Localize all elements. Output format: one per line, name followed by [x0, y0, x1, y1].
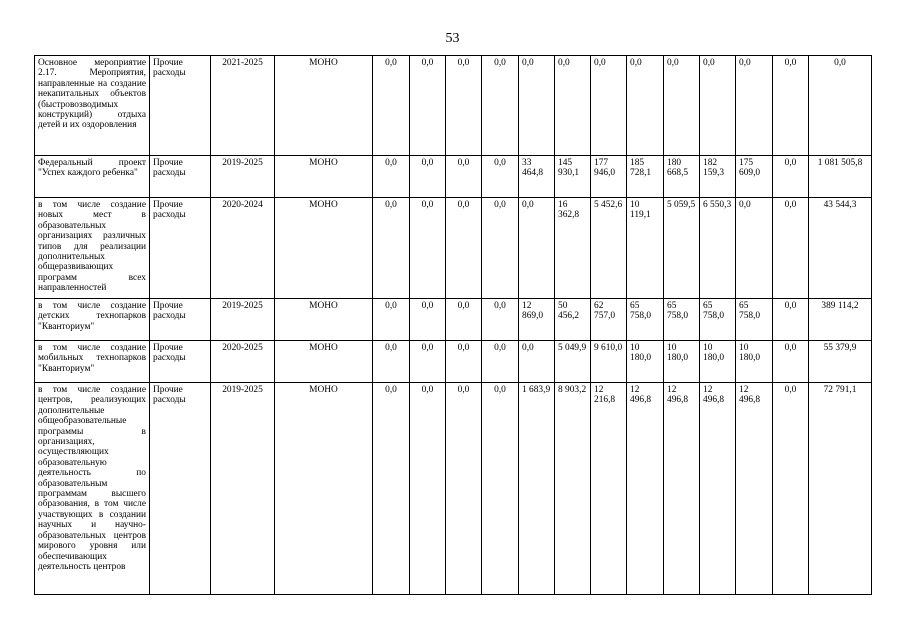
- year-2025-cell: 0,0: [736, 198, 773, 299]
- expense-type-cell: Прочие расходы: [150, 299, 211, 341]
- executor-cell: МОНО: [275, 156, 373, 198]
- value-cell: 0,0: [482, 56, 519, 156]
- year-2019-cell: 0,0: [519, 198, 555, 299]
- value-cell: 0,0: [482, 341, 519, 383]
- year-2021-cell: 5 452,6: [591, 198, 627, 299]
- value-cell: 0,0: [773, 156, 809, 198]
- period-cell: 2019-2025: [211, 156, 275, 198]
- description-cell: Федеральный проект "Успех каждого ребенка": [35, 156, 150, 198]
- table-row: [35, 299, 872, 341]
- expense-type-cell: Прочие расходы: [150, 56, 211, 156]
- year-2021-cell: 12 216,8: [591, 383, 627, 595]
- expense-type-cell: Прочие расходы: [150, 156, 211, 198]
- expense-type-cell: Прочие расходы: [150, 198, 211, 299]
- year-2023-cell: 0,0: [664, 56, 700, 156]
- value-cell: 0,0: [410, 156, 446, 198]
- executor-cell: МОНО: [275, 383, 373, 595]
- year-2021-cell: 9 610,0: [591, 341, 627, 383]
- year-2025-cell: 65 758,0: [736, 299, 773, 341]
- value-cell: 0,0: [373, 56, 410, 156]
- value-cell: 0,0: [410, 299, 446, 341]
- budget-table: [34, 55, 872, 595]
- year-2022-cell: 12 496,8: [627, 383, 664, 595]
- year-2022-cell: 0,0: [627, 56, 664, 156]
- year-2024-cell: 182 159,3: [700, 156, 736, 198]
- executor-cell: МОНО: [275, 56, 373, 156]
- executor-cell: МОНО: [275, 198, 373, 299]
- year-2019-cell: 0,0: [519, 341, 555, 383]
- value-cell: 0,0: [373, 383, 410, 595]
- total-cell: 389 114,2: [809, 299, 872, 341]
- total-cell: 43 544,3: [809, 198, 872, 299]
- executor-cell: МОНО: [275, 341, 373, 383]
- year-2025-cell: 0,0: [736, 56, 773, 156]
- expense-type-cell: Прочие расходы: [150, 341, 211, 383]
- total-cell: 55 379,9: [809, 341, 872, 383]
- year-2024-cell: 65 758,0: [700, 299, 736, 341]
- value-cell: 0,0: [773, 341, 809, 383]
- year-2023-cell: 180 668,5: [664, 156, 700, 198]
- description-cell: Основное мероприятие 2.17. Мероприятия, направленные на создание некапитальных объектов (быстровозводимых конструкций) отдыха детей и их оздоровления: [35, 56, 150, 156]
- description-cell: в том числе создание центров, реализующих дополнительные общеобразовательные программы в организациях, осуществляющих образовательную деятельность по образовательным программам высшего образования, в том числе участвующих в создании научных и научно-образовательных центров мирового уровня или обеспечивающих деятельность центров: [35, 383, 150, 595]
- value-cell: 0,0: [773, 56, 809, 156]
- year-2019-cell: 0,0: [519, 56, 555, 156]
- value-cell: 0,0: [773, 198, 809, 299]
- year-2022-cell: 10 180,0: [627, 341, 664, 383]
- period-cell: 2020-2025: [211, 341, 275, 383]
- year-2024-cell: 0,0: [700, 56, 736, 156]
- value-cell: 0,0: [446, 198, 482, 299]
- value-cell: 0,0: [410, 56, 446, 156]
- year-2023-cell: 65 758,0: [664, 299, 700, 341]
- year-2025-cell: 10 180,0: [736, 341, 773, 383]
- year-2025-cell: 12 496,8: [736, 383, 773, 595]
- table-row: [35, 383, 872, 595]
- value-cell: 0,0: [446, 156, 482, 198]
- year-2020-cell: 5 049,9: [555, 341, 591, 383]
- year-2020-cell: 8 903,2: [555, 383, 591, 595]
- description-cell: в том числе создание мобильных технопарков "Кванториум": [35, 341, 150, 383]
- page-number: 53: [445, 31, 460, 46]
- executor-cell: МОНО: [275, 299, 373, 341]
- value-cell: 0,0: [410, 383, 446, 595]
- total-cell: 72 791,1: [809, 383, 872, 595]
- value-cell: 0,0: [446, 299, 482, 341]
- year-2024-cell: 6 550,3: [700, 198, 736, 299]
- table-row: [35, 156, 872, 198]
- year-2023-cell: 12 496,8: [664, 383, 700, 595]
- year-2023-cell: 5 059,5: [664, 198, 700, 299]
- description-cell: в том числе создание новых мест в образовательных организациях различных типов для реализации дополнительных общеразвивающих программ всех направленностей: [35, 198, 150, 299]
- year-2024-cell: 12 496,8: [700, 383, 736, 595]
- period-cell: 2019-2025: [211, 299, 275, 341]
- year-2020-cell: 50 456,2: [555, 299, 591, 341]
- expense-type-cell: Прочие расходы: [150, 383, 211, 595]
- value-cell: 0,0: [446, 383, 482, 595]
- value-cell: 0,0: [373, 341, 410, 383]
- table-row: [35, 198, 872, 299]
- year-2020-cell: 0,0: [555, 56, 591, 156]
- value-cell: 0,0: [410, 198, 446, 299]
- year-2021-cell: 62 757,0: [591, 299, 627, 341]
- year-2022-cell: 10 119,1: [627, 198, 664, 299]
- year-2021-cell: 0,0: [591, 56, 627, 156]
- value-cell: 0,0: [373, 156, 410, 198]
- value-cell: 0,0: [410, 341, 446, 383]
- year-2019-cell: 1 683,9: [519, 383, 555, 595]
- value-cell: 0,0: [773, 383, 809, 595]
- value-cell: 0,0: [482, 383, 519, 595]
- year-2020-cell: 16 362,8: [555, 198, 591, 299]
- value-cell: 0,0: [446, 56, 482, 156]
- period-cell: 2021-2025: [211, 56, 275, 156]
- description-cell: в том числе создание детских технопарков "Кванториум": [35, 299, 150, 341]
- value-cell: 0,0: [373, 198, 410, 299]
- period-cell: 2019-2025: [211, 383, 275, 595]
- value-cell: 0,0: [446, 341, 482, 383]
- year-2019-cell: 33 464,8: [519, 156, 555, 198]
- year-2022-cell: 185 728,1: [627, 156, 664, 198]
- year-2023-cell: 10 180,0: [664, 341, 700, 383]
- total-cell: 0,0: [809, 56, 872, 156]
- year-2022-cell: 65 758,0: [627, 299, 664, 341]
- value-cell: 0,0: [482, 299, 519, 341]
- value-cell: 0,0: [773, 299, 809, 341]
- total-cell: 1 081 505,8: [809, 156, 872, 198]
- value-cell: 0,0: [482, 198, 519, 299]
- table-row: [35, 341, 872, 383]
- year-2025-cell: 175 609,0: [736, 156, 773, 198]
- value-cell: 0,0: [373, 299, 410, 341]
- year-2024-cell: 10 180,0: [700, 341, 736, 383]
- period-cell: 2020-2024: [211, 198, 275, 299]
- year-2021-cell: 177 946,0: [591, 156, 627, 198]
- year-2019-cell: 12 869,0: [519, 299, 555, 341]
- table-row: [35, 56, 872, 156]
- value-cell: 0,0: [482, 156, 519, 198]
- year-2020-cell: 145 930,1: [555, 156, 591, 198]
